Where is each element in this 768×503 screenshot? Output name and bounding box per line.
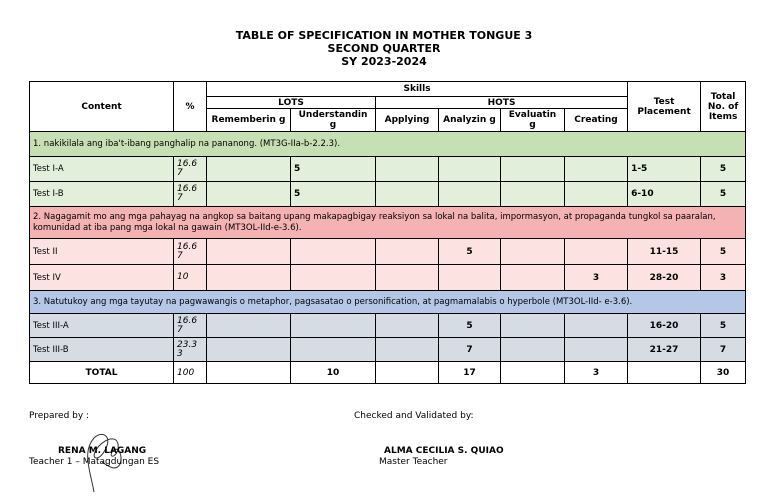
preparer-name: RENA M. LAGANG	[58, 446, 147, 456]
total-understanding: 10	[291, 362, 376, 384]
checked-by-label: Checked and Validated by:	[354, 411, 474, 421]
row-analyzing: 7	[439, 338, 501, 362]
total-percent: 100	[174, 362, 207, 384]
row-percent: 10	[174, 265, 207, 291]
row-analyzing	[439, 157, 501, 182]
row-test-name: Test I-B	[30, 182, 174, 207]
row-remembering	[207, 239, 291, 265]
row-remembering	[207, 338, 291, 362]
total-row	[30, 362, 746, 384]
total-creating: 3	[565, 362, 628, 384]
row-evaluating	[501, 314, 565, 338]
row-understanding: 5	[291, 157, 376, 182]
row-total-items: 3	[701, 265, 746, 291]
title-line-2: SECOND QUARTER	[327, 42, 441, 55]
row-percent: 16.6 7	[174, 314, 207, 338]
row-percent: 16.6 7	[174, 182, 207, 207]
row-applying	[376, 338, 439, 362]
table-row	[30, 157, 746, 182]
header-creating: Creating	[565, 109, 628, 132]
prepared-by-label: Prepared by :	[29, 411, 90, 421]
row-evaluating	[501, 239, 565, 265]
row-test-name: Test II	[30, 239, 174, 265]
row-test-placement: 28-20	[628, 265, 701, 291]
row-percent: 23.3 3	[174, 338, 207, 362]
row-creating	[565, 239, 628, 265]
row-total-items: 5	[701, 157, 746, 182]
table-row	[30, 182, 746, 207]
row-test-name: Test IV	[30, 265, 174, 291]
checker-name: ALMA CECILIA S. QUIAO	[384, 446, 504, 456]
title-line-1: TABLE OF SPECIFICATION IN MOTHER TONGUE 3	[235, 29, 533, 42]
row-applying	[376, 182, 439, 207]
header-remembering: Rememberin g	[207, 109, 291, 132]
section-2-competency: 2. Nagagamit mo ang mga pahayag na angkop sa baitang upang makapagbigay reaksiyon sa lokal na balita, impormasyon, at propaganda tungkol sa paaralan, komunidad at iba pang mga lokal na gawain (MT3OL-IId-e-3.6).	[30, 207, 746, 239]
header-total-items: Total No. of Items	[701, 82, 746, 132]
section-3-competency: 3. Natutukoy ang mga tayutay na pagwawangis o metaphor, pagsasatao o personification, at pagmamalabis o hyperbole (MT3OL-IId- e-3.6).	[30, 291, 746, 314]
row-total-items: 5	[701, 314, 746, 338]
row-evaluating	[501, 182, 565, 207]
preparer-title: Teacher 1 – Matagdungan ES	[29, 457, 160, 467]
total-items: 30	[701, 362, 746, 384]
row-understanding	[291, 314, 376, 338]
header-applying: Applying	[376, 109, 439, 132]
row-test-placement: 6-10	[628, 182, 701, 207]
row-analyzing: 5	[439, 239, 501, 265]
header-skills: Skills	[207, 82, 628, 97]
row-test-name: Test I-A	[30, 157, 174, 182]
header-understanding: Understandin g	[291, 109, 376, 132]
header-content: Content	[30, 82, 174, 132]
row-test-placement: 16-20	[628, 314, 701, 338]
header-lots: LOTS	[207, 97, 376, 109]
row-evaluating	[501, 265, 565, 291]
row-test-placement: 1-5	[628, 157, 701, 182]
row-evaluating	[501, 157, 565, 182]
header-test-placement: Test Placement	[628, 82, 701, 132]
row-creating	[565, 157, 628, 182]
specification-table	[29, 81, 746, 384]
row-understanding	[291, 338, 376, 362]
row-percent: 16.6 7	[174, 157, 207, 182]
header-percent: %	[174, 82, 207, 132]
row-understanding	[291, 265, 376, 291]
table-row	[30, 338, 746, 362]
row-test-placement: 11-15	[628, 239, 701, 265]
checker-title: Master Teacher	[379, 457, 448, 467]
row-evaluating	[501, 338, 565, 362]
row-analyzing: 5	[439, 314, 501, 338]
row-remembering	[207, 265, 291, 291]
row-test-placement: 21-27	[628, 338, 701, 362]
row-remembering	[207, 182, 291, 207]
row-creating	[565, 314, 628, 338]
title-line-3: SY 2023-2024	[341, 55, 427, 68]
row-test-name: Test III-A	[30, 314, 174, 338]
row-percent: 16.6 7	[174, 239, 207, 265]
table-row	[30, 265, 746, 291]
row-test-name: Test III-B	[30, 338, 174, 362]
row-analyzing	[439, 182, 501, 207]
row-total-items: 5	[701, 182, 746, 207]
row-understanding	[291, 239, 376, 265]
row-applying	[376, 314, 439, 338]
row-creating: 3	[565, 265, 628, 291]
table-row	[30, 314, 746, 338]
table-row	[30, 239, 746, 265]
row-analyzing	[439, 265, 501, 291]
total-label: TOTAL	[30, 362, 174, 384]
header-hots: HOTS	[376, 97, 628, 109]
row-applying	[376, 239, 439, 265]
row-total-items: 7	[701, 338, 746, 362]
header-analyzing: Analyzin g	[439, 109, 501, 132]
section-1-competency: 1. nakikilala ang iba't-ibang panghalip na pananong. (MT3G-IIa-b-2.2.3).	[30, 132, 746, 157]
row-creating	[565, 182, 628, 207]
row-remembering	[207, 314, 291, 338]
row-remembering	[207, 157, 291, 182]
row-applying	[376, 157, 439, 182]
header-evaluating: Evaluatin g	[501, 109, 565, 132]
row-applying	[376, 265, 439, 291]
row-total-items: 5	[701, 239, 746, 265]
total-analyzing: 17	[439, 362, 501, 384]
row-understanding: 5	[291, 182, 376, 207]
row-creating	[565, 338, 628, 362]
